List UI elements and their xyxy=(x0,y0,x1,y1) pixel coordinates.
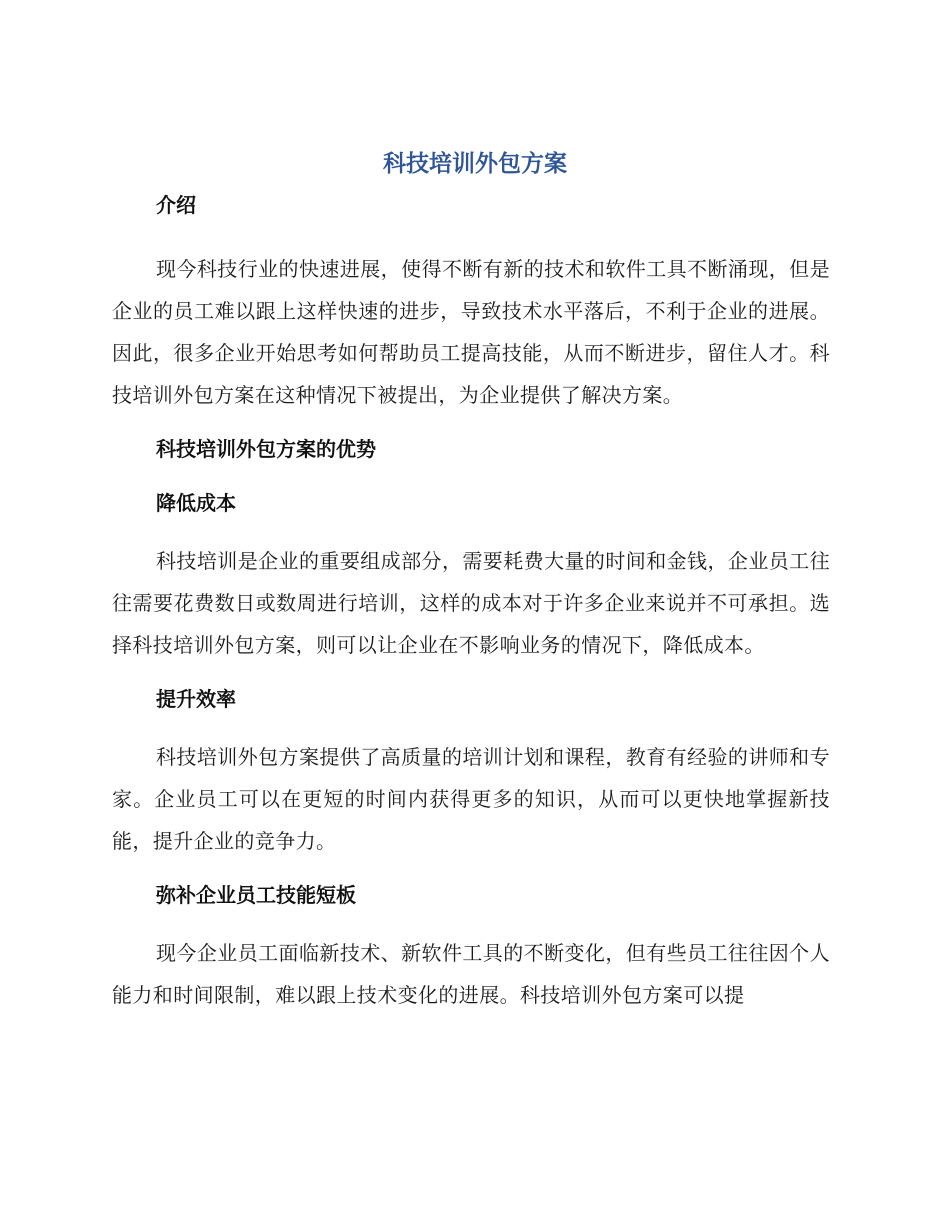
efficiency-paragraph: 科技培训外包方案提供了高质量的培训计划和课程，教育有经验的讲师和专家。企业员工可以在更短的时间内获得更多的知识，从而可以更快地掌握新技能，提升企业的竞争力。 xyxy=(112,745,830,853)
advantages-heading: 科技培训外包方案的优势 xyxy=(156,437,376,461)
skills-gap-heading: 弥补企业员工技能短板 xyxy=(156,883,356,907)
document-body xyxy=(112,186,830,1016)
cost-heading: 降低成本 xyxy=(156,491,236,515)
cost-paragraph: 科技培训是企业的重要组成部分，需要耗费大量的时间和金钱，企业员工往往需要花费数日或数周进行培训，这样的成本对于许多企业来说并不可承担。选择科技培训外包方案，则可以让企业在不影响业务的情况下，降低成本。 xyxy=(112,549,830,657)
document-title: 科技培训外包方案 xyxy=(383,151,567,177)
intro-heading: 介绍 xyxy=(156,193,196,217)
efficiency-heading: 提升效率 xyxy=(156,687,236,711)
intro-paragraph: 现今科技行业的快速进展，使得不断有新的技术和软件工具不断涌现，但是企业的员工难以跟上这样快速的进步，导致技术水平落后，不利于企业的进展。因此，很多企业开始思考如何帮助员工提高技能，从而不断进步，留住人才。科技培训外包方案在这种情况下被提出，为企业提供了解决方案。 xyxy=(112,257,830,407)
skills-gap-paragraph: 现今企业员工面临新技术、新软件工具的不断变化，但有些员工往往因个人能力和时间限制，难以跟上技术变化的进展。科技培训外包方案可以提 xyxy=(112,941,830,1007)
